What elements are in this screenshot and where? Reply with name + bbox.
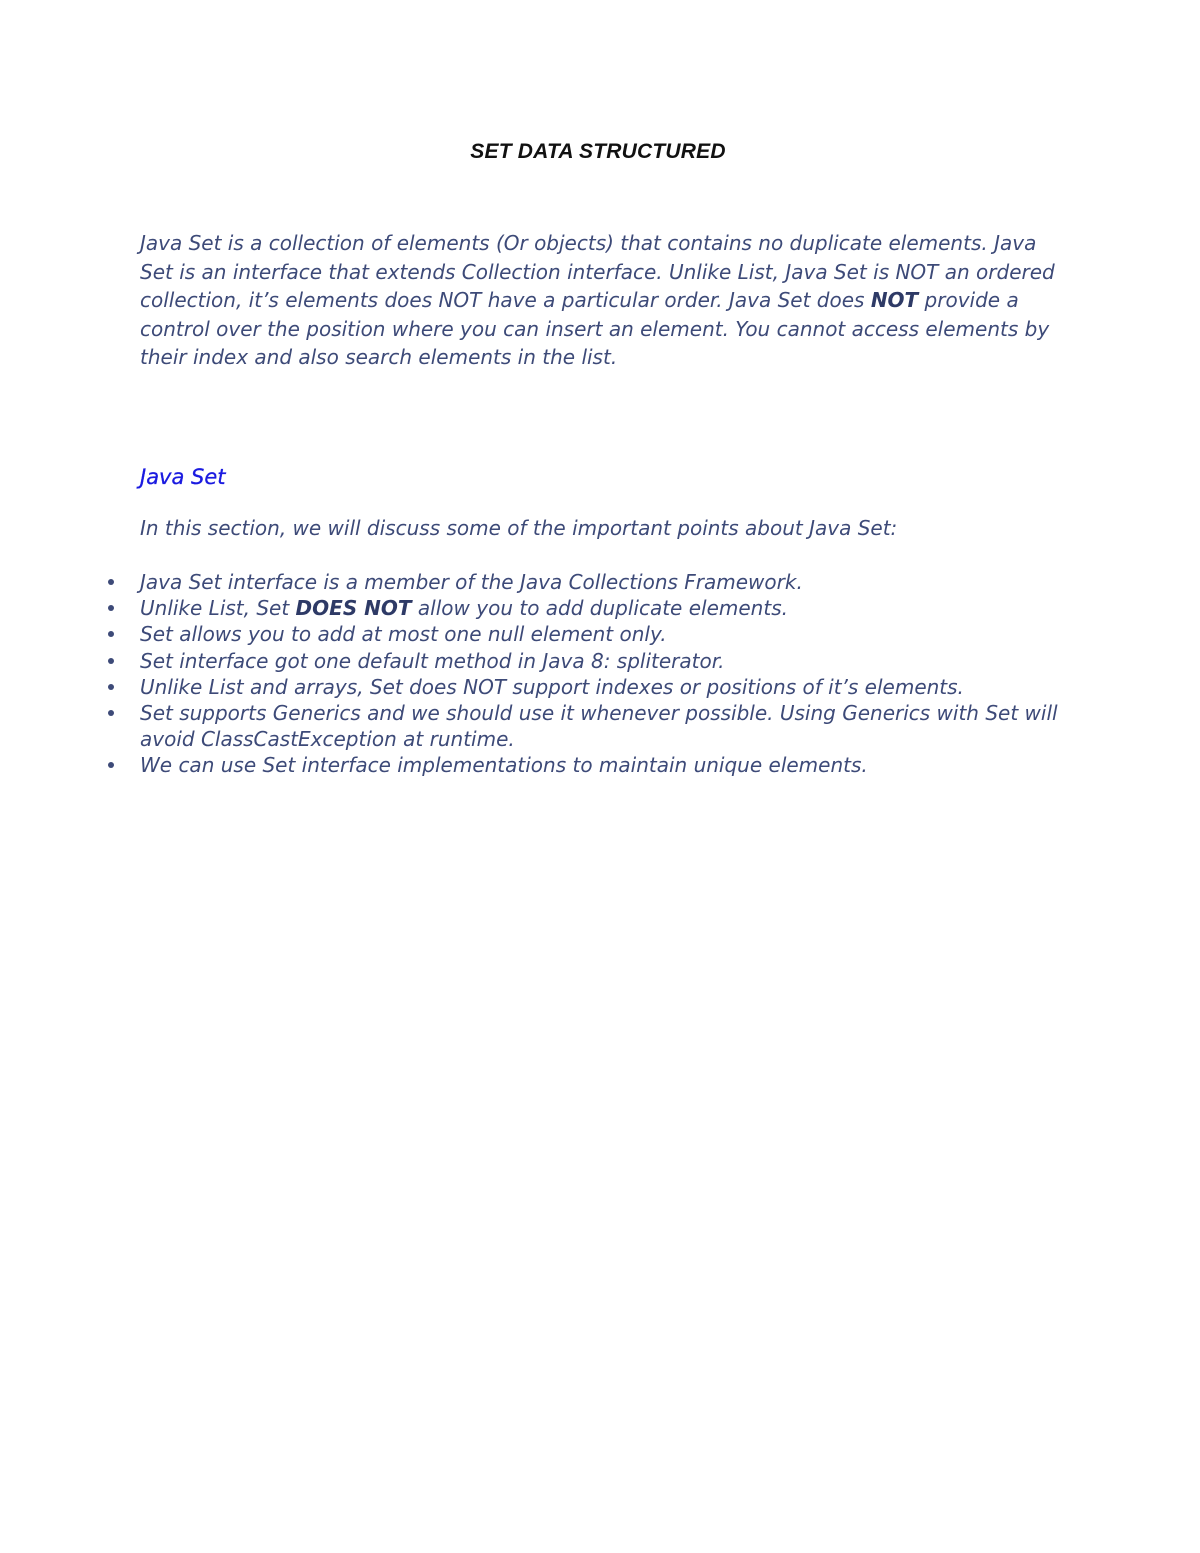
list-item-text: We can use Set interface implementations to maintain unique elements. (140, 753, 868, 778)
intro-paragraph (140, 229, 1070, 372)
list-item (104, 752, 1064, 778)
list-item (104, 569, 1064, 595)
list-item-text: Unlike List and arrays, Set does NOT support indexes or positions of it’s elements. (140, 674, 964, 699)
page-title: SET DATA STRUCTURED (470, 140, 726, 163)
bullet-icon (108, 658, 114, 664)
section-heading: Java Set (140, 465, 226, 489)
list-item-text: Set allows you to add at most one null element only. (140, 622, 667, 647)
list-item (104, 621, 1064, 647)
bullet-list (104, 569, 1064, 779)
bullet-icon (108, 631, 114, 637)
bullet-icon (108, 605, 114, 611)
bullet-icon (108, 579, 114, 585)
list-item-emphasis: DOES NOT (295, 596, 412, 621)
intro-emphasis: NOT (870, 288, 919, 312)
list-item (104, 648, 1064, 674)
bullet-icon (108, 710, 114, 716)
list-item-text-before: Unlike List, Set (140, 596, 296, 621)
list-item (104, 595, 1064, 621)
intro-text-part-1: Java Set is a collection of elements (Or objects) that contains no duplicate elements. Java Set is an interface that extends Collection interface. Unlike List, Java Set is NOT an ordered collection, it’s elements does NOT have a particular order. Java Set does (140, 231, 1055, 312)
list-item-text: Set supports Generics and we should use it whenever possible. Using Generics with Set will avoid ClassCastException at runtime. (140, 701, 1058, 752)
list-item-text: Set interface got one default method in Java 8: spliterator. (140, 648, 725, 673)
bullet-icon (108, 762, 114, 768)
section-intro: In this section, we will discuss some of the important points about Java Set: (140, 516, 898, 540)
list-item-text-after: allow you to add duplicate elements. (411, 596, 788, 621)
list-item-text: Java Set interface is a member of the Java Collections Framework. (140, 570, 803, 594)
intro-text-part-2: provide a control over the position where you can insert an element. You cannot access elements by their index and also search elements in the list. (140, 288, 1050, 369)
list-item (104, 700, 1064, 752)
list-item (104, 674, 1064, 700)
bullet-icon (108, 684, 114, 690)
